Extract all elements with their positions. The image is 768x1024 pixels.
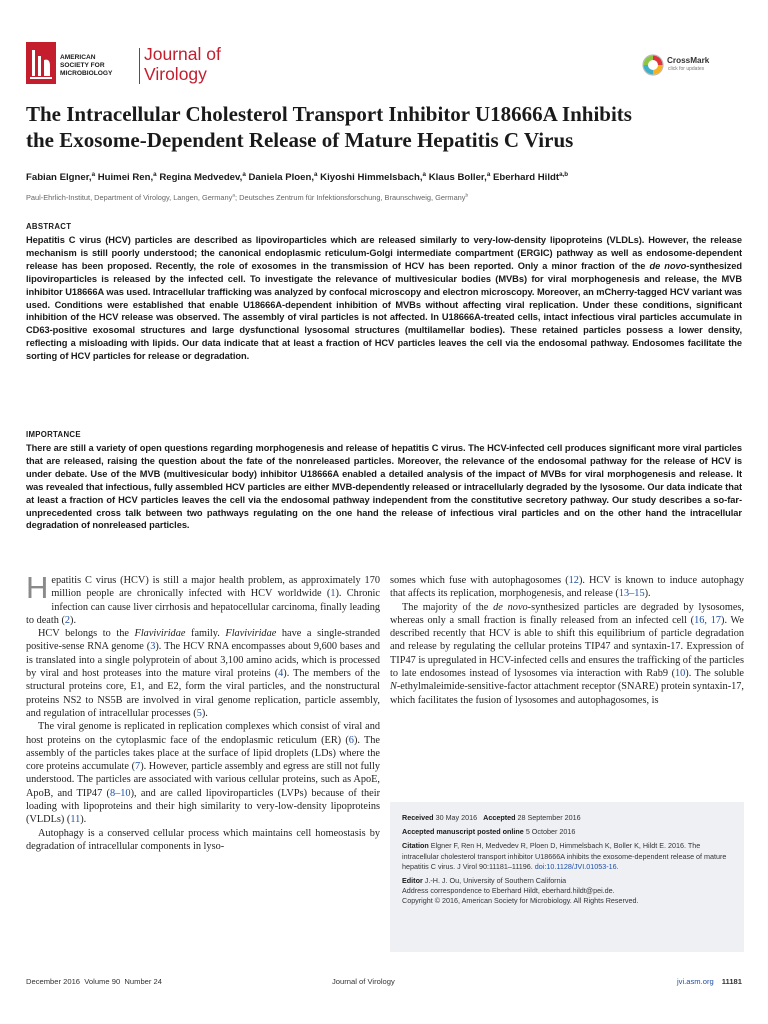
text-run: ), and are called lipoviroparticles (LVPs) because of their loading with lipoproteins and their high similarity to very-low-density lipoproteins (VLDLs) ( (26, 787, 380, 826)
text-run: ). The assembly of the particles takes place at the surface of lipid droplets (LDs) where the core proteins accumulate ( (26, 734, 380, 773)
text-run: ). We described recently that HCV is able to shift this equilibrium of particle degradation and release by regulating the cellular proteins TIP47 and syntaxin-17. Expression of TIP47 is upregulated in HCV-infected cells and ensures the trafficking of the particles to late endosomes instead of lysosomes via interaction with Rab9 ( (390, 614, 745, 680)
journal-brand[interactable] (144, 44, 221, 84)
italic-text: Flaviviridae (134, 628, 186, 640)
abstract-text-italic: de novo (649, 260, 687, 271)
text-run: have a single-stranded positive-sense RNA genome ( (26, 628, 380, 653)
citation-text: Elgner F, Ren H, Medvedev R, Ploen D, Himmelsbach K, Boller K, Hildt E. 2016. The intracellular cholesterol transport inhibitor U18666A inhibits the exosome-dependent release of mature hepatitis C virus. J Virol 90:11181–11196. (402, 841, 727, 871)
text-run: The viral genome is replicated in replication complexes which consist of viral and host proteins on the cytoplasmic face of the endoplasmic reticulum (ER) ( (26, 721, 380, 746)
text-run: Autophagy is a conserved cellular process which maintains cell homeostasis by degradation of intracellular components in lyso- (26, 827, 380, 852)
author-text: Eberhard Hildt (492, 172, 560, 183)
author-name[interactable] (493, 172, 568, 183)
online-date (402, 827, 732, 837)
received-label: Received (402, 813, 434, 822)
reference-link[interactable]: 4 (278, 668, 284, 680)
reference-link[interactable]: 3 (150, 641, 156, 653)
reference-link[interactable]: 6 (348, 734, 354, 746)
text-run: HCV belongs to the (38, 628, 135, 640)
issue-info (26, 977, 162, 986)
title-line: the Exosome-Dependent Release of Mature Hepatitis C Virus (26, 128, 574, 152)
title-line: The Intracellular Cholesterol Transport Inhibitor U18666A Inhibits (26, 102, 632, 126)
crossmark-sublabel: click for updates (668, 66, 705, 72)
body-column-left (26, 570, 380, 853)
italic-text: N (390, 681, 397, 693)
editor (402, 876, 732, 886)
author-affiliation-marker: a (242, 170, 246, 178)
correspondence: Address correspondence to Eberhard Hildt, eberhard.hildt@pei.de. (402, 886, 615, 896)
citation (402, 841, 732, 872)
society-line: SOCIETY FOR (60, 62, 105, 69)
affiliation-marker: a (232, 193, 236, 199)
abstract-text (26, 234, 742, 363)
text-run: ). However, particle assembly and egress are still not fully understood. The particles are associated with various cellular proteins, such as ApoE, ApoB, and TIP47 ( (26, 761, 380, 799)
society-line: MICROBIOLOGY (60, 70, 113, 77)
paragraph-text (26, 570, 380, 626)
text-run: epatitis C virus (HCV) is still a major health problem, as approximately 170 million people are chronically infected with HCV worldwide ( (51, 575, 380, 600)
author-text: Klaus Boller, (428, 172, 487, 183)
author-affiliation-marker: a (314, 170, 318, 178)
text-run: -ethylmaleimide-sensitive-factor attachment receptor (SNARE) protein syntaxin-17, which facilitates the fusion of lysosomes and autophagosomes, is (390, 681, 744, 706)
affiliation-a: Paul-Ehrlich-Institut, Department of Virology, Langen, Germany (26, 193, 233, 202)
author-affiliation-marker: a,b (559, 170, 569, 178)
footer-right (677, 977, 742, 986)
text-run: ). HCV is known to induce autophagy that affects its replication, morphogenesis, and release ( (390, 575, 744, 600)
text-run: ). (70, 614, 77, 626)
accepted-label: Accepted (483, 813, 516, 822)
author-name[interactable] (248, 172, 317, 183)
body-column-right (390, 574, 744, 707)
author-affiliation-marker: a (153, 170, 157, 178)
received-date: 30 May 2016 (435, 813, 478, 822)
editor-label: Editor (402, 876, 423, 886)
reference-link[interactable]: 5 (196, 707, 202, 719)
text-run: ). (644, 588, 651, 600)
affiliations (26, 193, 742, 202)
body-paragraph (26, 720, 380, 826)
author-name[interactable] (98, 172, 157, 183)
crossmark-button[interactable] (642, 52, 732, 78)
author-affiliation-marker: a (422, 170, 427, 178)
body-paragraph (26, 627, 380, 720)
text-run: somes which fuse with autophagosomes ( (390, 575, 569, 586)
text-run: -synthesized particles are degraded by lysosomes, whereas only a small fraction is finally released from an infected cell ( (390, 601, 744, 626)
editor-value: J.-H. J. Ou, University of Southern California (424, 876, 567, 886)
accepted-date: 28 September 2016 (517, 813, 581, 822)
crossmark-icon (642, 54, 664, 76)
affiliation-b: Deutsches Zentrum für Infektionsforschung, Braunschweig, Germany (239, 193, 466, 202)
doi-link[interactable]: doi:10.1128/JVI.01053-16. (534, 861, 619, 871)
author-name[interactable] (26, 172, 95, 183)
crossmark-label: CrossMark (667, 56, 710, 65)
text-run: ). (80, 814, 87, 826)
text-run: ). The members of the structural proteins core, E1, and E2, form the viral particles, and the nonstructural proteins NS2 to NS5B are involved in viral genome replication, particle assembly, and regulation of intracellular processes ( (26, 668, 380, 719)
author-name[interactable] (320, 172, 426, 183)
author-affiliation-marker: a (486, 170, 491, 178)
journal-brand-line: Virology (144, 64, 207, 84)
importance-section (26, 430, 742, 532)
article-title (26, 101, 742, 153)
affiliation-marker: b (465, 193, 469, 199)
page-footer (26, 977, 742, 989)
journal-brand-line: Journal of (144, 44, 221, 64)
journal-header (26, 36, 742, 96)
received-dates (402, 813, 732, 823)
online-label: Accepted manuscript posted online (402, 827, 524, 837)
text-run: ). (201, 707, 208, 719)
dropcap: H (26, 570, 49, 605)
author-list (26, 172, 742, 183)
importance-text: There are still a variety of open questions regarding morphogenesis and release of hepatitis C virus. The HCV-infected cell produces significant more viral particles that are released, raising the question about the fate of the nonreleased particles. Moreover, the relevance of the endosomal pathway for the release of HCV is under debate. Use of the MVB (multivesicular body) inhibitor U18666A enabled a detailed analysis of the impact of MVBs for viral morphogenesis and release. It was revealed that infectious, fully assembled HCV particles are either MVB-dependently released or intracellularly degraded by the lysosome. Our data indicate that at least a fraction of HCV particles leaves the cell via the endosomal pathway independent from the constitutive secretory pathway. Our study describes a so-far-unprecedented cross talk between two pathways regulating on the one hand the release of infectious viral particles and on the other hand the intracellular degradation of nonreleased particles. (26, 443, 742, 531)
reference-link[interactable]: 13–15 (618, 588, 645, 600)
author-text: Regina Medvedev, (159, 172, 243, 183)
abstract-section (26, 222, 742, 363)
reference-link[interactable]: 7 (135, 761, 141, 773)
text-run: The majority of the (402, 601, 494, 613)
abstract-heading: ABSTRACT (26, 222, 72, 231)
importance-heading: IMPORTANCE (26, 430, 81, 439)
text-run: ). The soluble (685, 668, 744, 680)
reference-link[interactable]: 16, 17 (694, 614, 722, 626)
asm-logo-icon (26, 42, 56, 84)
society-line: AMERICAN (60, 54, 96, 61)
issue-volume: Volume 90 (84, 977, 121, 986)
reference-link[interactable]: 2 (64, 614, 71, 626)
abstract-text-part: -synthesized lipoviroparticles is released by the infected cell. To investigate the relevance of multivesicular bodies (MVBs) for viral morphogenesis and release, the MVB inhibitor U18666A was used. Intracellular trafficking was analyzed by confocal microscopy and electron microscopy. Moreover, an mCherry-tagged HCV variant was used. Conditions were established that enable U18666A-dependent inhibition of MVBs without affecting viral replication. Under these conditions, significant inhibition of the HCV release was observed. The assembly of viral particles is not affected. In U18666A-treated cells, intact infectious viral particles accumulate in CD63-positive exosomal structures and large dysfunctional lysosomal structures (multilamellar bodies). These retained particles possess a lower density, reflecting a misloading with lipids. Our data indicate that at least a fraction of HCV particles leaves the cell via the endosomal pathway. Endosomes facilitate the sorting of HCV particles for release or degradation. (26, 260, 742, 362)
body-paragraph (26, 827, 380, 854)
author-name[interactable] (159, 172, 245, 183)
author-text: Huimei Ren, (97, 172, 154, 183)
society-name (60, 54, 112, 78)
text-run: ). The HCV RNA encompasses about 9,600 bases and is translated into a single polyprotein of about 3,100 amino acids, which is processed by viral and host proteases into the mature viral proteins ( (26, 641, 380, 680)
reference-link[interactable]: 8–10 (109, 787, 131, 799)
online-date-value: 5 October 2016 (525, 827, 576, 837)
reference-link[interactable]: 1 (330, 588, 336, 600)
abstract-text-part: Hepatitis C virus (HCV) particles are described as lipoviroparticles which are released similarly to very-low-density lipoproteins (VLDLs). However, the release mechanism is still poorly understood; the canonical endoplasmic reticulum-Golgi intermediate compartment (ERGIC) pathway as well as endosome-dependent release has been proposed. Recently, the role of exosomes in the transmission of HCV has been reported. Only a minor fraction of the (26, 235, 742, 271)
issue-number: Number 24 (124, 977, 162, 986)
footer-journal: Journal of Virology (332, 977, 395, 986)
text-run: family. (185, 628, 226, 640)
author-text: Daniela Ploen, (248, 172, 315, 183)
issue-date: December 2016 (26, 977, 81, 986)
citation-label: Citation (402, 841, 429, 851)
italic-text: de novo (493, 601, 528, 613)
page-number: 11181 (721, 977, 742, 986)
text-run: ). Chronic infection can cause liver cirrhosis and hepatocellular carcinoma, finally leading to death ( (26, 588, 380, 626)
affiliation-separator: ; (235, 193, 240, 202)
italic-text: Flaviviridae (225, 628, 277, 640)
journal-url-link[interactable]: jvi.asm.org (677, 977, 714, 986)
body-paragraph (26, 570, 380, 627)
author-name[interactable] (429, 172, 491, 183)
article-info-box (390, 802, 744, 952)
reference-link[interactable]: 10 (675, 668, 686, 680)
author-affiliation-marker: a (91, 170, 96, 178)
author-text: Fabian Elgner, (26, 172, 92, 183)
reference-link[interactable]: 12 (568, 575, 579, 586)
reference-link[interactable]: 11 (70, 814, 81, 826)
author-text: Kiyoshi Himmelsbach, (320, 172, 423, 183)
copyright: Copyright © 2016, American Society for Microbiology. All Rights Reserved. (402, 896, 639, 906)
brand-divider (139, 48, 140, 84)
body-paragraph (390, 574, 744, 601)
body-paragraph (390, 601, 744, 707)
